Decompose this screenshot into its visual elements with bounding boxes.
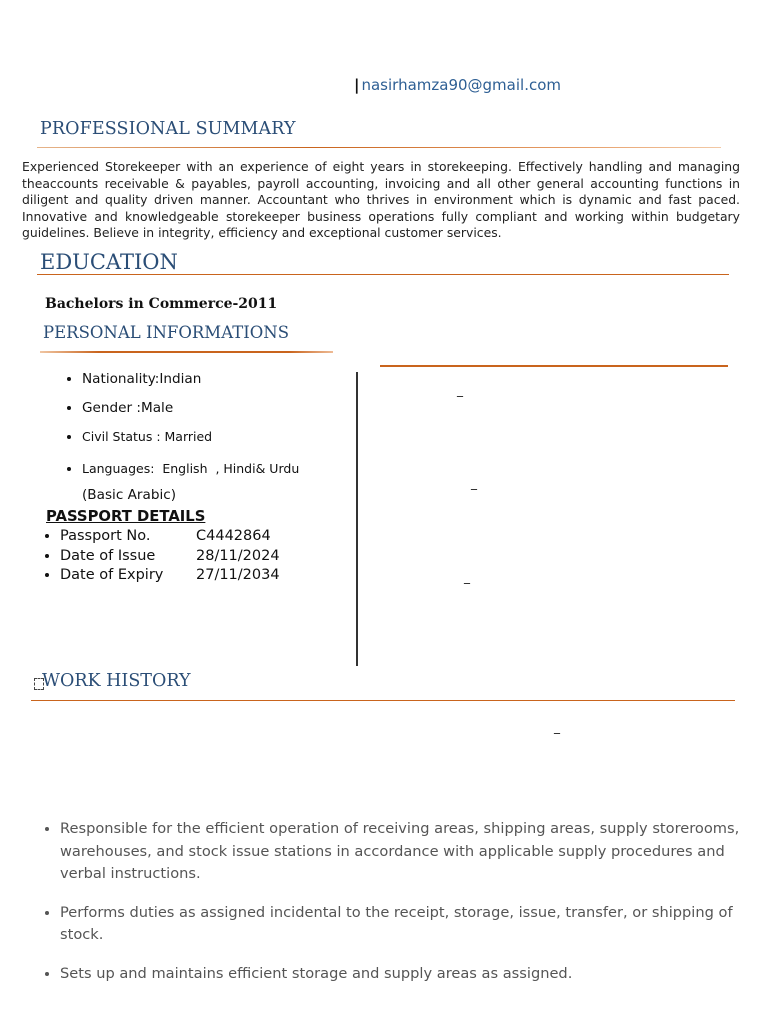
list-item: • Sets up and maintains efficient storage and supply areas as assigned. [60,963,762,986]
professional-summary-heading: PROFESSIONAL SUMMARY [40,119,296,139]
passport-value: 27/11/2034 [196,567,280,583]
right-column-divider [380,365,728,367]
contact-line [354,76,561,94]
personal-info-list [60,369,362,508]
work-history-heading: WORK HISTORY [42,671,191,691]
placeholder-dash: _ [471,476,477,490]
list-item-nationality: • Nationality:Indian [82,369,362,398]
education-divider [37,274,729,275]
passport-row [60,527,360,547]
list-item: • Performs duties as assigned incidental to the receipt, storage, issue, transfer, or shipping of stock. [60,902,762,947]
list-item: • Responsible for the efficient operation of receiving areas, shipping areas, supply storerooms, warehouses, and stock issue stations in accordance with applicable supply procedures and verbal instructions. [60,818,762,886]
work-history-list [38,818,762,1002]
list-item-civil-status: • Civil Status : Married [82,427,362,456]
passport-details-heading: PASSPORT DETAILS [46,508,206,525]
passport-row [60,566,360,586]
placeholder-dash: _ [464,570,470,584]
list-item-gender: • Gender :Male [82,398,362,427]
education-heading: EDUCATION [40,250,178,274]
list-item-languages [82,456,362,508]
passport-row [60,547,360,567]
passport-label: Passport No. [60,528,151,544]
personal-info-divider [40,351,333,353]
contact-separator: | [354,76,360,94]
passport-details-list [38,527,360,586]
passport-value: 28/11/2024 [196,547,280,564]
professional-summary-text: Experienced Storekeeper with an experience of eight years in storekeeping. Effectively handling and managing theaccounts receivable & payables, payroll accounting, invoicing and all other general accounting functions in diligent and quality driven manner. Accountant who thrives in environment which is dynamic and fast paced. Innovative and knowledgeable storekeeper business operations fully compliant and working within budgetary guidelines. Believe in integrity, efficiency and exceptional customer services. [22,159,740,241]
languages-text: Languages: English , Hindi& Urdu [82,461,300,476]
passport-label: Date of Expiry [60,567,164,583]
placeholder-dash: _ [554,720,560,734]
email-link[interactable]: nasirhamza90@gmail.com [361,76,561,94]
summary-divider [37,147,721,148]
personal-info-heading: PERSONAL INFORMATIONS [43,323,290,342]
work-history-divider [31,700,735,701]
languages-extra-text: (Basic Arabic) [82,487,177,503]
placeholder-dash: _ [457,383,463,397]
passport-label: Date of Issue [60,547,156,564]
passport-value: C4442864 [196,528,271,544]
education-item: Bachelors in Commerce-2011 [45,296,278,312]
